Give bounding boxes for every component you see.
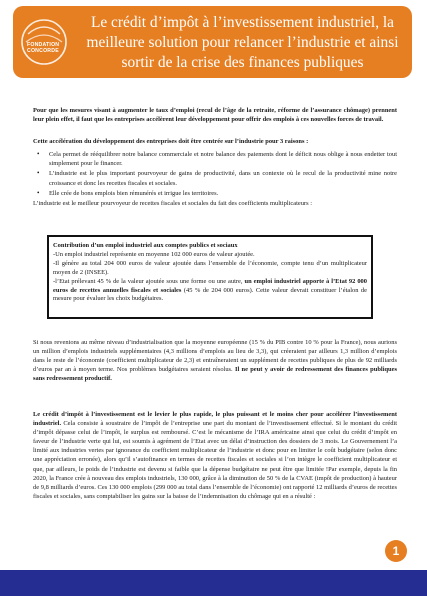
logo-line-2: CONCORDE <box>27 48 59 54</box>
header-banner <box>13 6 412 78</box>
main-content <box>33 106 397 208</box>
footer-band <box>0 570 427 596</box>
reasons-list <box>33 150 397 197</box>
para2-bold: Il ne peut y avoir de redressement des finances publiques sans redressement productif. <box>33 366 398 383</box>
intro-paragraph: Pour que les mesures visant à augmenter le taux d’emploi (recul de l’âge de la retraite, réforme de l’assurance chômage) prennent leur plein effet, il faut que les entreprises accélèrent leur développement pour offrir des emplois à ces nouvelles forces de travail. <box>33 107 397 124</box>
list-item: • Cela permet de rééquilibrer notre balance commerciale et notre balance des paiements dont le déficit nous oblige à nous endetter tout simplement pour le financer. <box>45 150 397 168</box>
box-line-3 <box>53 278 367 305</box>
page-number-badge: 1 <box>385 540 407 562</box>
list-item: • L’industrie est le plus important pourvoyeur de gains de productivité, dans un contexte où le recul de la productivité mine notre croissance et donc les recettes fiscales et sociales. <box>45 169 397 187</box>
bullets-conclusion: L’industrie est le meilleur pourvoyeur de recettes fiscales et sociales du fait des coefficients multiplicateurs : <box>33 199 313 207</box>
section-heading: Cette accélération du développement des entreprises doit être centrée sur l’industrie pour 3 raisons : <box>33 138 309 146</box>
box-heading: Contribution d’un emploi industriel aux comptes publics et sociaux <box>53 242 238 249</box>
para3-bold: Le crédit d’impôt à l’investissement est le levier le plus rapide, le plus puissant et le moins cher pour accélérer l’investissement industriel. <box>33 411 397 428</box>
box-line-2: -Il génère au total 204 000 euros de valeur ajoutée dans l’ensemble de l’économie, compte tenu d’un multiplicateur moyen de 2 (INSEE). <box>53 259 367 276</box>
logo-text <box>27 42 73 54</box>
box-line-3-normal: -l’Etat prélevant 45 % de la valeur ajoutée sous une forme ou une autre, <box>53 277 245 285</box>
para2-text: Si nous revenions au même niveau d’industrialisation que la moyenne européenne (15 % du PIB contre 10 % pour la France), nous aurions un million d’emplois industriels supplémentaires (4,3 millions d’emplois au lieu de 3,3), qui créeraient par ailleurs 1,3 million d’emplois dans le reste de l’économie (coefficient multiplicateur de 2,3) et entraîneraient un supplément de recettes publiques de plus de 92 milliards d’euros par an à moyen terme. Nos problèmes budgétaires seraient résolus. <box>33 339 397 374</box>
logo-line-1: FONDATION <box>27 42 60 48</box>
page-title: Le crédit d’impôt à l’investissement industriel, la meilleure solution pour relancer l’industrie et ainsi sortir de la crise des finances publiques <box>86 14 399 71</box>
tax-credit-paragraph <box>33 410 397 501</box>
box-line-3-end: (45 % de 204 000 euros). Cette valeur devrait constituer l’étalon de mesure pour évaluer les choix budgétaires. <box>53 286 368 303</box>
box-line-1: -Un emploi industriel représente en moyenne 102 000 euros de valeur ajoutée. <box>53 250 255 258</box>
list-item: • Elle crée de bons emplois bien rémunérés et irrigue les territoires. <box>45 189 397 198</box>
industrialisation-paragraph <box>33 338 397 383</box>
box-line-3-bold: un emploi industriel apporte à l’Etat 92 000 euros de recettes annuelles fiscales et sociales <box>53 277 367 294</box>
contribution-box <box>47 235 373 319</box>
para3-text: Cela consiste à soustraire de l’impôt de l’entreprise une part du montant de l’investissement effectué. Si le montant du crédit d’impôt dépasse celui de l’impôt, le surplus est remboursé. C’est le mécanisme de l’IRA américaine ainsi que celui du crédit d’impôt en faveur de l’industrie verte qui lui, est soumis à agrément de l’Etat avec un délai d’instruction des dossiers de 3 mois. Le Gouvernement l’a limité aux industries vertes par ignorance du coefficient multiplicateur de l’industrie et donc pour en limiter le coût budgétaire (selon donc une appréciation erronée), alors qu’il s’autofinance en termes de recettes fiscales et sociales si l’on intègre le coefficient multiplicateur et que, par ailleurs, le poids de l’industrie est devenu si faible que la dépense budgétaire ne peut être que limitée !Par exemple, depuis la fin 2020, la France crée à nouveau des emplois industriels, 130 000, grâce à la diminution de 50 % de la CVAE (impôt de production) à hauteur de 9,8 milliards d’euros. Ces 130 000 emplois (299 000 au total dans l’ensemble de l’économie) ont rapporté 12 milliards d’euros de recettes fiscales et sociales, sans comptabiliser les gains sur la baisse de l’indemnisation du chômage qui en a résulté : <box>33 420 397 500</box>
